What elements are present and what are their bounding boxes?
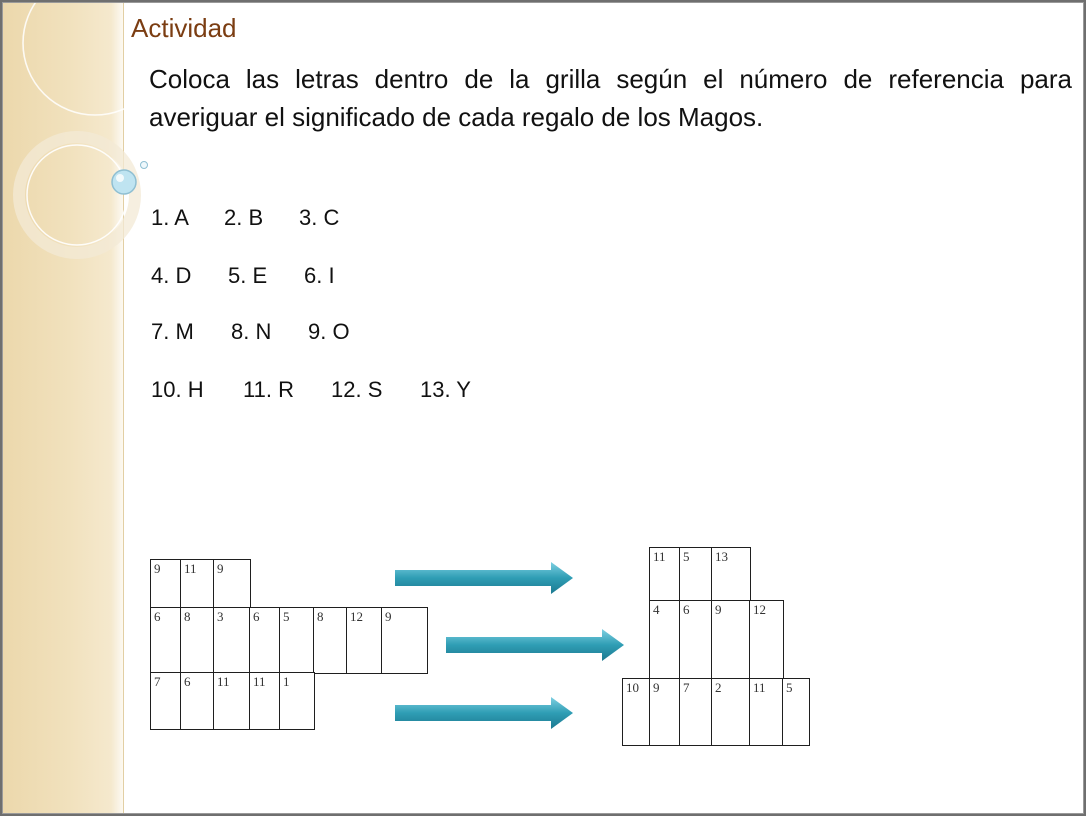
cell-number: 1: [283, 674, 290, 689]
grid-cell[interactable]: [649, 600, 681, 680]
cell-number: 11: [653, 549, 666, 564]
cell-number: 9: [715, 602, 722, 617]
grid-cell[interactable]: [711, 600, 751, 680]
cell-number: 9: [653, 680, 660, 695]
key-item: 3. C: [299, 205, 340, 230]
key-item: 2. B: [224, 205, 264, 230]
cell-number: 6: [154, 609, 161, 624]
grid-cell[interactable]: [679, 547, 713, 602]
slide: [2, 2, 1084, 814]
cell-number: 3: [217, 609, 224, 624]
key-item: 1. A: [151, 205, 189, 230]
grid-cell[interactable]: [213, 607, 251, 674]
cell-number: 12: [350, 609, 363, 624]
grid-cell[interactable]: [679, 600, 713, 680]
grid-cell[interactable]: [150, 559, 182, 609]
grid-cell[interactable]: [711, 678, 751, 746]
cell-number: 7: [683, 680, 690, 695]
key-item: 5. E: [228, 263, 268, 288]
grid-cell[interactable]: [213, 672, 251, 730]
cell-number: 8: [184, 609, 191, 624]
cell-number: 11: [253, 674, 266, 689]
key-item: 11. R: [243, 377, 294, 402]
decorative-circles-icon: [3, 3, 173, 303]
cell-number: 7: [154, 674, 161, 689]
key-item: 8. N: [231, 319, 272, 344]
cell-number: 11: [217, 674, 230, 689]
grid-cell[interactable]: [749, 600, 784, 680]
instructions-text: Coloca las letras dentro de la grilla según el número de referencia para averiguar el significado de cada regalo de los Magos.: [149, 64, 1072, 132]
arrow-right-icon: [395, 561, 579, 597]
grid-cell[interactable]: [313, 607, 348, 674]
cell-number: 5: [683, 549, 690, 564]
arrow-right-icon: [446, 628, 630, 664]
cell-number: 4: [653, 602, 660, 617]
key-item: 10. H: [151, 377, 204, 402]
cell-number: 6: [683, 602, 690, 617]
grid-cell[interactable]: [279, 607, 315, 674]
cell-number: 9: [385, 609, 392, 624]
cell-number: 9: [154, 561, 161, 576]
grid-cell[interactable]: [180, 559, 215, 609]
cell-number: 5: [283, 609, 290, 624]
cell-number: 9: [217, 561, 224, 576]
cell-number: 11: [184, 561, 197, 576]
cell-number: 6: [253, 609, 260, 624]
grid-cell[interactable]: [213, 559, 251, 609]
grid-cell[interactable]: [346, 607, 383, 674]
key-item: 13. Y: [420, 377, 471, 402]
cell-number: 12: [753, 602, 766, 617]
key-item: 6. I: [304, 263, 335, 288]
key-item: 4. D: [151, 263, 192, 288]
grid-cell[interactable]: [150, 607, 182, 674]
cell-number: 8: [317, 609, 324, 624]
grid-cell[interactable]: [180, 672, 215, 730]
key-item: 7. M: [151, 319, 194, 344]
grid-cell[interactable]: [679, 678, 713, 746]
cell-number: 6: [184, 674, 191, 689]
slide-title: Actividad: [131, 13, 237, 43]
cell-number: 13: [715, 549, 728, 564]
grid-cell[interactable]: [279, 672, 315, 730]
grid-cell[interactable]: [649, 547, 681, 602]
key-item: 9. O: [308, 319, 350, 344]
grid-cell[interactable]: [249, 607, 281, 674]
grid-cell[interactable]: [249, 672, 281, 730]
cell-number: 10: [626, 680, 639, 695]
cell-number: 5: [786, 680, 793, 695]
grid-cell[interactable]: [180, 607, 215, 674]
grid-cell[interactable]: [749, 678, 784, 746]
grid-cell[interactable]: [150, 672, 182, 730]
arrow-right-icon: [395, 696, 579, 732]
grid-cell[interactable]: [622, 678, 651, 746]
cell-number: 2: [715, 680, 722, 695]
grid-cell[interactable]: [381, 607, 428, 674]
grid-cell[interactable]: [711, 547, 751, 602]
cell-number: 11: [753, 680, 766, 695]
key-item: 12. S: [331, 377, 383, 402]
grid-cell[interactable]: [782, 678, 810, 746]
grid-cell[interactable]: [649, 678, 681, 746]
